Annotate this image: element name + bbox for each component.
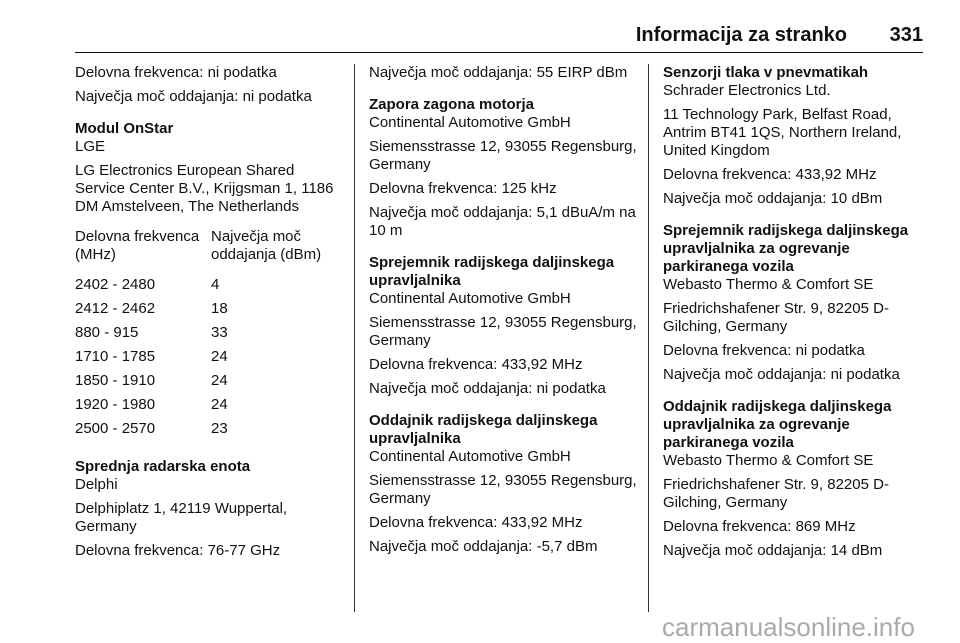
text-line: Continental Automotive GmbH (369, 114, 571, 131)
text-line: Continental Automotive GmbH (369, 290, 571, 307)
table-cell: 1920 - 1980 (75, 396, 156, 413)
text-line: Webasto Thermo & Comfort SE (663, 276, 874, 293)
text-line: Delovna frekvenca: 869 MHz (663, 518, 856, 535)
table-cell: 18 (211, 300, 228, 317)
table-row (75, 372, 345, 396)
text-line: Največja moč oddajanja: ni podatka (369, 380, 606, 397)
text-line: Največja moč oddajanja: 5,1 dBuA/m na 10 m (369, 204, 636, 239)
column-divider (648, 64, 649, 612)
text-line: LG Electronics European Shared Service Center B.V., Krijgsman 1, 1186 DM Amstelveen, The Netherlands (75, 162, 334, 215)
text-line: Schrader Electronics Ltd. (663, 82, 831, 99)
table-header-cell: Največja moč oddajanja (dBm) (211, 228, 322, 263)
table-cell: 1710 - 1785 (75, 348, 156, 365)
table-cell: 1850 - 1910 (75, 372, 156, 389)
text-line: Delovna frekvenca: 433,92 MHz (369, 514, 583, 531)
text-line: Največja moč oddajanja: 10 dBm (663, 190, 883, 207)
section-heading: Oddajnik radijskega daljinskega upravljalnika (369, 412, 598, 447)
section-heading: Modul OnStar (75, 120, 174, 137)
column-2 (369, 64, 639, 562)
text-line: Delovna frekvenca: 433,92 MHz (369, 356, 583, 373)
text-line: Največja moč oddajanja: ni podatka (663, 366, 900, 383)
table-header-cell: Delovna frekvenca (MHz) (75, 228, 200, 263)
text-line: Webasto Thermo & Comfort SE (663, 452, 874, 469)
section-heading: Sprejemnik radijskega daljinskega upravljalnika (369, 254, 615, 289)
text-line: Največja moč oddajanja: -5,7 dBm (369, 538, 598, 555)
text-line: Delovna frekvenca: ni podatka (663, 342, 865, 359)
table-row (75, 396, 345, 420)
text-line: Delphi (75, 476, 118, 493)
frequency-table (75, 228, 345, 444)
text-line: Delovna frekvenca: ni podatka (75, 64, 277, 81)
table-row (75, 324, 345, 348)
page-number: 331 (889, 24, 923, 46)
table-cell: 24 (211, 396, 228, 413)
table-cell: 23 (211, 420, 228, 437)
page-title: Informacija za stranko (635, 24, 847, 46)
text-line: 11 Technology Park, Belfast Road, Antrim BT41 1QS, Northern Ireland, United Kingdom (663, 106, 902, 159)
table-row (75, 276, 345, 300)
table-cell: 24 (211, 348, 228, 365)
table-cell: 2412 - 2462 (75, 300, 156, 317)
text-line: Friedrichshafener Str. 9, 82205 D-Gilching, Germany (663, 300, 889, 335)
section-heading: Oddajnik radijskega daljinskega upravljalnika za ogrevanje parkiranega vozila (663, 398, 892, 451)
text-line: Siemensstrasse 12, 93055 Regensburg, Germany (369, 314, 637, 349)
table-row (75, 348, 345, 372)
text-line: Continental Automotive GmbH (369, 448, 571, 465)
text-line: Največja moč oddajanja: 55 EIRP dBm (369, 64, 628, 81)
text-line: Siemensstrasse 12, 93055 Regensburg, Germany (369, 472, 637, 507)
section-heading: Senzorji tlaka v pnevmatikah (663, 64, 869, 81)
text-line: LGE (75, 138, 106, 155)
page-header (75, 22, 923, 53)
column-divider (354, 64, 355, 612)
table-row (75, 420, 345, 444)
watermark: carmanualsonline.info (662, 612, 915, 642)
text-line: Največja moč oddajanja: 14 dBm (663, 542, 883, 559)
column-1 (75, 64, 345, 566)
text-line: Siemensstrasse 12, 93055 Regensburg, Germany (369, 138, 637, 173)
table-cell: 4 (211, 276, 220, 293)
text-line: Največja moč oddajanja: ni podatka (75, 88, 312, 105)
section-heading: Sprejemnik radijskega daljinskega upravljalnika za ogrevanje parkiranega vozila (663, 222, 909, 275)
text-line: Delovna frekvenca: 125 kHz (369, 180, 557, 197)
section-heading: Zapora zagona motorja (369, 96, 535, 113)
table-cell: 33 (211, 324, 228, 341)
table-cell: 2402 - 2480 (75, 276, 156, 293)
text-line: Delphiplatz 1, 42119 Wuppertal, Germany (75, 500, 288, 535)
table-cell: 24 (211, 372, 228, 389)
column-3 (663, 64, 933, 566)
text-line: Delovna frekvenca: 433,92 MHz (663, 166, 877, 183)
section-heading: Sprednja radarska enota (75, 458, 251, 475)
table-row (75, 300, 345, 324)
text-line: Friedrichshafener Str. 9, 82205 D-Gilching, Germany (663, 476, 889, 511)
table-cell: 880 - 915 (75, 324, 139, 341)
table-header-row (75, 228, 345, 276)
table-cell: 2500 - 2570 (75, 420, 156, 437)
text-line: Delovna frekvenca: 76-77 GHz (75, 542, 281, 559)
